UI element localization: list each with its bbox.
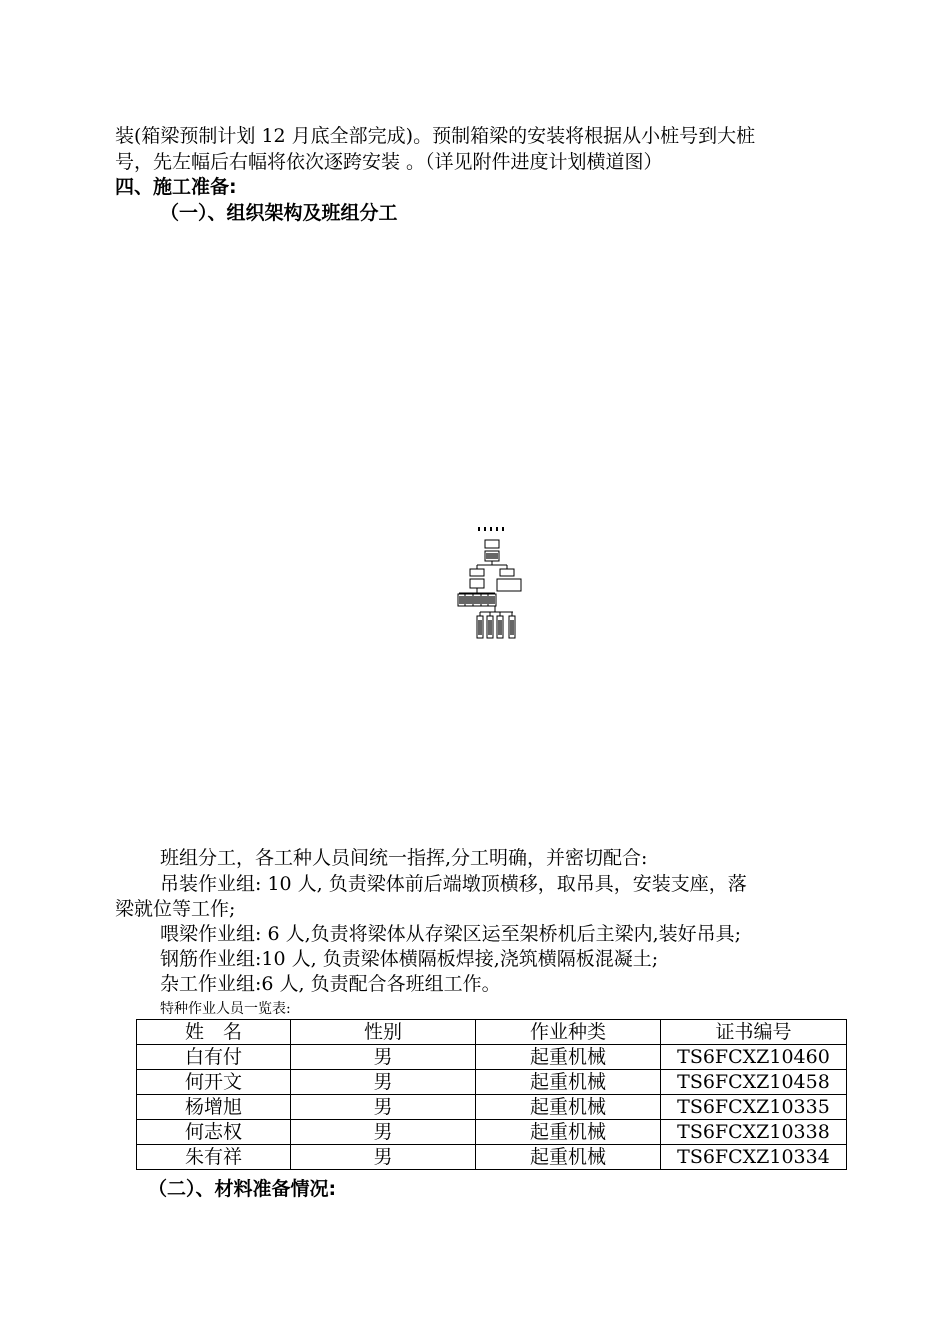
table-header-row [137,1020,847,1045]
org-box-top [485,540,499,548]
cell-work-type: 起重机械 [476,1070,661,1095]
org-chart-header-marks [478,527,504,531]
cell-name: 杨增旭 [137,1095,291,1120]
cell-gender: 男 [291,1095,476,1120]
cell-work-type: 起重机械 [476,1145,661,1170]
org-box-right-2 [497,579,521,591]
cell-certificate-no: TS6FCXZ10334 [661,1145,847,1170]
cell-certificate-no: TS6FCXZ10460 [661,1045,847,1070]
cell-certificate-no: TS6FCXZ10458 [661,1070,847,1095]
cell-name: 何志权 [137,1120,291,1145]
cell-work-type: 起重机械 [476,1120,661,1145]
header-name: 姓 名 [137,1020,291,1045]
cell-certificate-no: TS6FCXZ10335 [661,1095,847,1120]
rebar-team: 钢筋作业组:10 人, 负责梁体横隔板焊接,浇筑横隔板混凝土; [160,948,659,970]
special-personnel-table [136,1019,847,1170]
cell-name: 白有付 [137,1045,291,1070]
cell-certificate-no: TS6FCXZ10338 [661,1120,847,1145]
paragraph-line-1: 装(箱梁预制计划 12 月底全部完成)。预制箱梁的安装将根据从小桩号到大桩 [115,125,756,147]
header-gender: 性别 [291,1020,476,1045]
cell-work-type: 起重机械 [476,1045,661,1070]
org-box-right [500,569,514,576]
header-work-type: 作业种类 [476,1020,661,1045]
org-box-left [470,569,484,576]
misc-team: 杂工作业组:6 人, 负责配合各班组工作。 [160,973,501,995]
table-row [137,1095,847,1120]
cell-gender: 男 [291,1045,476,1070]
table-row [137,1045,847,1070]
feed-team: 喂梁作业组: 6 人,负责将梁体从存梁区运至架桥机后主梁内,装好吊具; [160,923,742,945]
org-box-left-2 [470,579,484,588]
hoist-team-line-2: 梁就位等工作; [115,898,236,920]
cell-name: 朱有祥 [137,1145,291,1170]
subsection-heading-organization: （一）、组织架构及班组分工 [160,202,398,224]
paragraph-line-2: 号，先左幅后右幅将依次逐跨安装 。（详见附件进度计划横道图） [115,151,663,173]
section-heading: 四、施工准备: [115,176,237,198]
cell-gender: 男 [291,1145,476,1170]
table-caption: 特种作业人员一览表: [160,1001,291,1017]
subsection-heading-materials: （二）、材料准备情况: [148,1178,337,1200]
table-row [137,1070,847,1095]
organization-chart [455,520,525,645]
table-row [137,1120,847,1145]
cell-gender: 男 [291,1120,476,1145]
teams-intro: 班组分工，各工种人员间统一指挥,分工明确，并密切配合: [160,847,648,869]
hoist-team-line-1: 吊装作业组: 10 人, 负责梁体前后端墩顶横移，取吊具，安装支座，落 [160,873,747,895]
table-row [137,1145,847,1170]
cell-work-type: 起重机械 [476,1095,661,1120]
cell-gender: 男 [291,1070,476,1095]
cell-name: 何开文 [137,1070,291,1095]
header-certificate-no: 证书编号 [661,1020,847,1045]
